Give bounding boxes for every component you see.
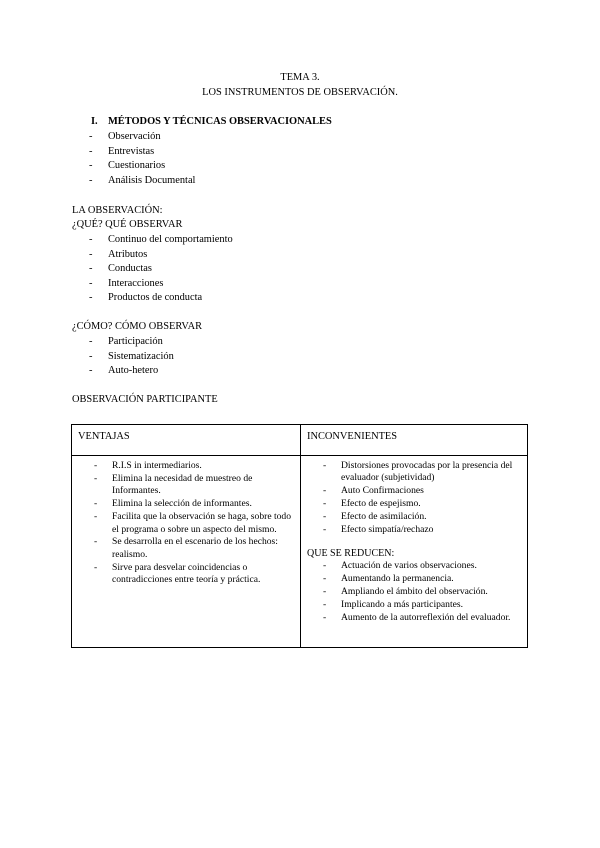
reducen-list [305, 560, 523, 624]
list-item: - Interacciones [89, 277, 233, 292]
list-item: - Ampliando el ámbito del observación. [305, 586, 523, 598]
reducen-heading: QUE SE REDUCEN: [307, 548, 395, 560]
list-item: - R.I.S in intermediarios. [76, 460, 296, 472]
list-item: - Elimina la selección de informantes. [76, 498, 296, 510]
list-item: - Actuación de varios observaciones. [305, 560, 523, 572]
participante-heading: OBSERVACIÓN PARTICIPANTE [72, 394, 218, 405]
section-title: MÉTODOS Y TÉCNICAS OBSERVACIONALES [108, 116, 332, 127]
list-item: - Participación [89, 335, 174, 350]
como-list [89, 335, 174, 379]
list-item: - Efecto de espejismo. [305, 498, 523, 510]
page-title: LOS INSTRUMENTOS DE OBSERVACIÓN. [202, 87, 398, 98]
list-item: - Cuestionarios [89, 159, 195, 174]
list-item: - Aumento de la autorreflexión del evaluador. [305, 612, 523, 624]
ventajas-header: VENTAJAS [72, 425, 301, 456]
tema-label: TEMA 3. [280, 72, 320, 83]
ventajas-inconvenientes-table [71, 424, 528, 648]
que-heading: ¿QUÉ? QUÉ OBSERVAR [72, 219, 183, 230]
list-item: - Efecto simpatía/rechazo [305, 524, 523, 536]
list-item: - Análisis Documental [89, 174, 195, 189]
ventajas-list [76, 460, 296, 587]
list-item: - Se desarrolla en el escenario de los hechos: realismo. [76, 536, 296, 561]
list-item: - Entrevistas [89, 145, 195, 160]
list-item: - Conductas [89, 262, 233, 277]
list-item: - Continuo del comportamiento [89, 233, 233, 248]
list-item: - Elimina la necesidad de muestreo de Informantes. [76, 473, 296, 498]
list-item: - Auto Confirmaciones [305, 485, 523, 497]
section-number: I. [91, 116, 98, 127]
ventajas-cell [72, 456, 301, 648]
inconvenientes-header: INCONVENIENTES [301, 425, 528, 456]
list-item: - Observación [89, 130, 195, 145]
list-item: - Efecto de asimilación. [305, 511, 523, 523]
list-item: - Sirve para desvelar coincidencias o contradicciones entre teoría y práctica. [76, 562, 296, 587]
list-item: - Distorsiones provocadas por la presencia del evaluador (subjetividad) [305, 460, 523, 485]
inconvenientes-list [305, 460, 523, 536]
list-item: - Productos de conducta [89, 291, 233, 306]
list-item: - Facilita que la observación se haga, sobre todo el programa o sobre un aspecto del mismo. [76, 511, 296, 536]
methods-list [89, 130, 195, 188]
list-item: - Auto-hetero [89, 364, 174, 379]
list-item: - Sistematización [89, 350, 174, 365]
que-list [89, 233, 233, 306]
como-heading: ¿CÓMO? CÓMO OBSERVAR [72, 321, 203, 332]
list-item: - Implicando a más participantes. [305, 599, 523, 611]
inconvenientes-cell [301, 456, 528, 648]
list-item: - Aumentando la permanencia. [305, 573, 523, 585]
list-item: - Atributos [89, 248, 233, 263]
observacion-heading: LA OBSERVACIÓN: [72, 205, 163, 216]
